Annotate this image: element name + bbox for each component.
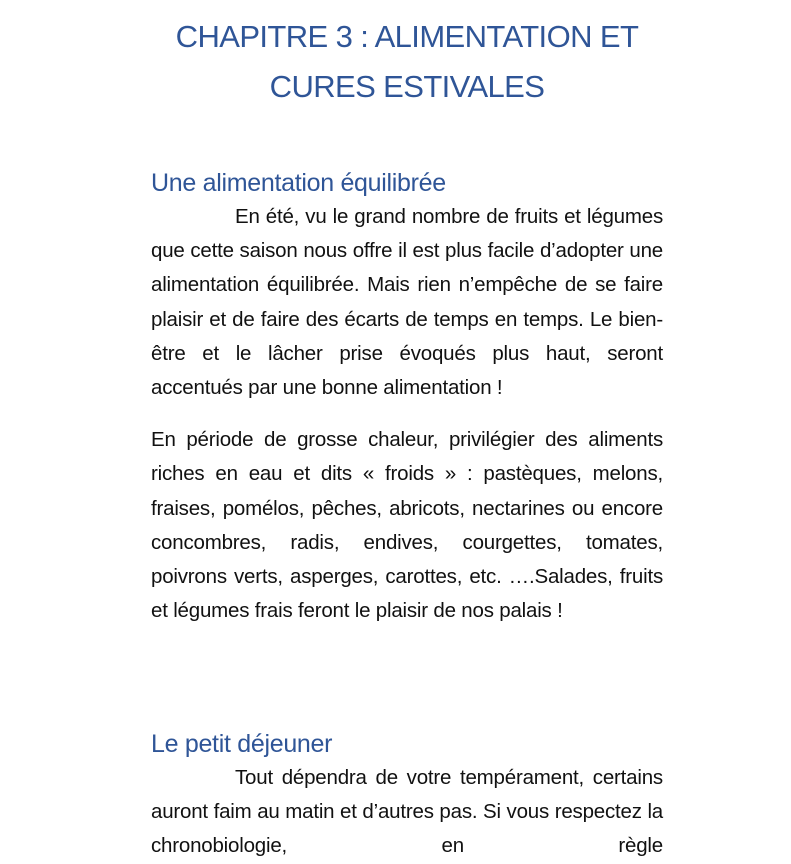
section-heading: Le petit déjeuner [151, 730, 333, 758]
section-petit-dejeuner [151, 727, 663, 864]
section-alimentation-equilibree [151, 166, 663, 628]
chapter-title-line2: CURES ESTIVALES [269, 69, 545, 104]
chapter-title-line1: CHAPITRE 3 : ALIMENTATION ET [175, 19, 639, 54]
paragraph: En été, vu le grand nombre de fruits et légumes que cette saison nous offre il est plus facile d’adopter une alimentation équilibrée. Mais rien n’empêche de se faire plaisir et de faire des écarts de temps en temps. Le bien-être et le lâcher prise évoqués plus haut, seront accentués par une bonne alimentation ! [151, 205, 663, 400]
chapter-title [100, 12, 714, 112]
paragraph: Tout dépendra de votre tempérament, certains auront faim au matin et d’autres pas. Si vous respectez la chronobiologie, en règle [151, 766, 663, 858]
section-heading: Une alimentation équilibrée [151, 169, 446, 197]
paragraph: En période de grosse chaleur, privilégier des aliments riches en eau et dits « froids » : pastèques, melons, fraises, pomélos, pêches, abricots, nectarines ou encore concombres, radis, endives, courgettes, tomates, poivrons verts, asperges, carottes, etc. ….Salades, fruits et légumes frais feront le plaisir de nos palais ! [151, 428, 663, 623]
